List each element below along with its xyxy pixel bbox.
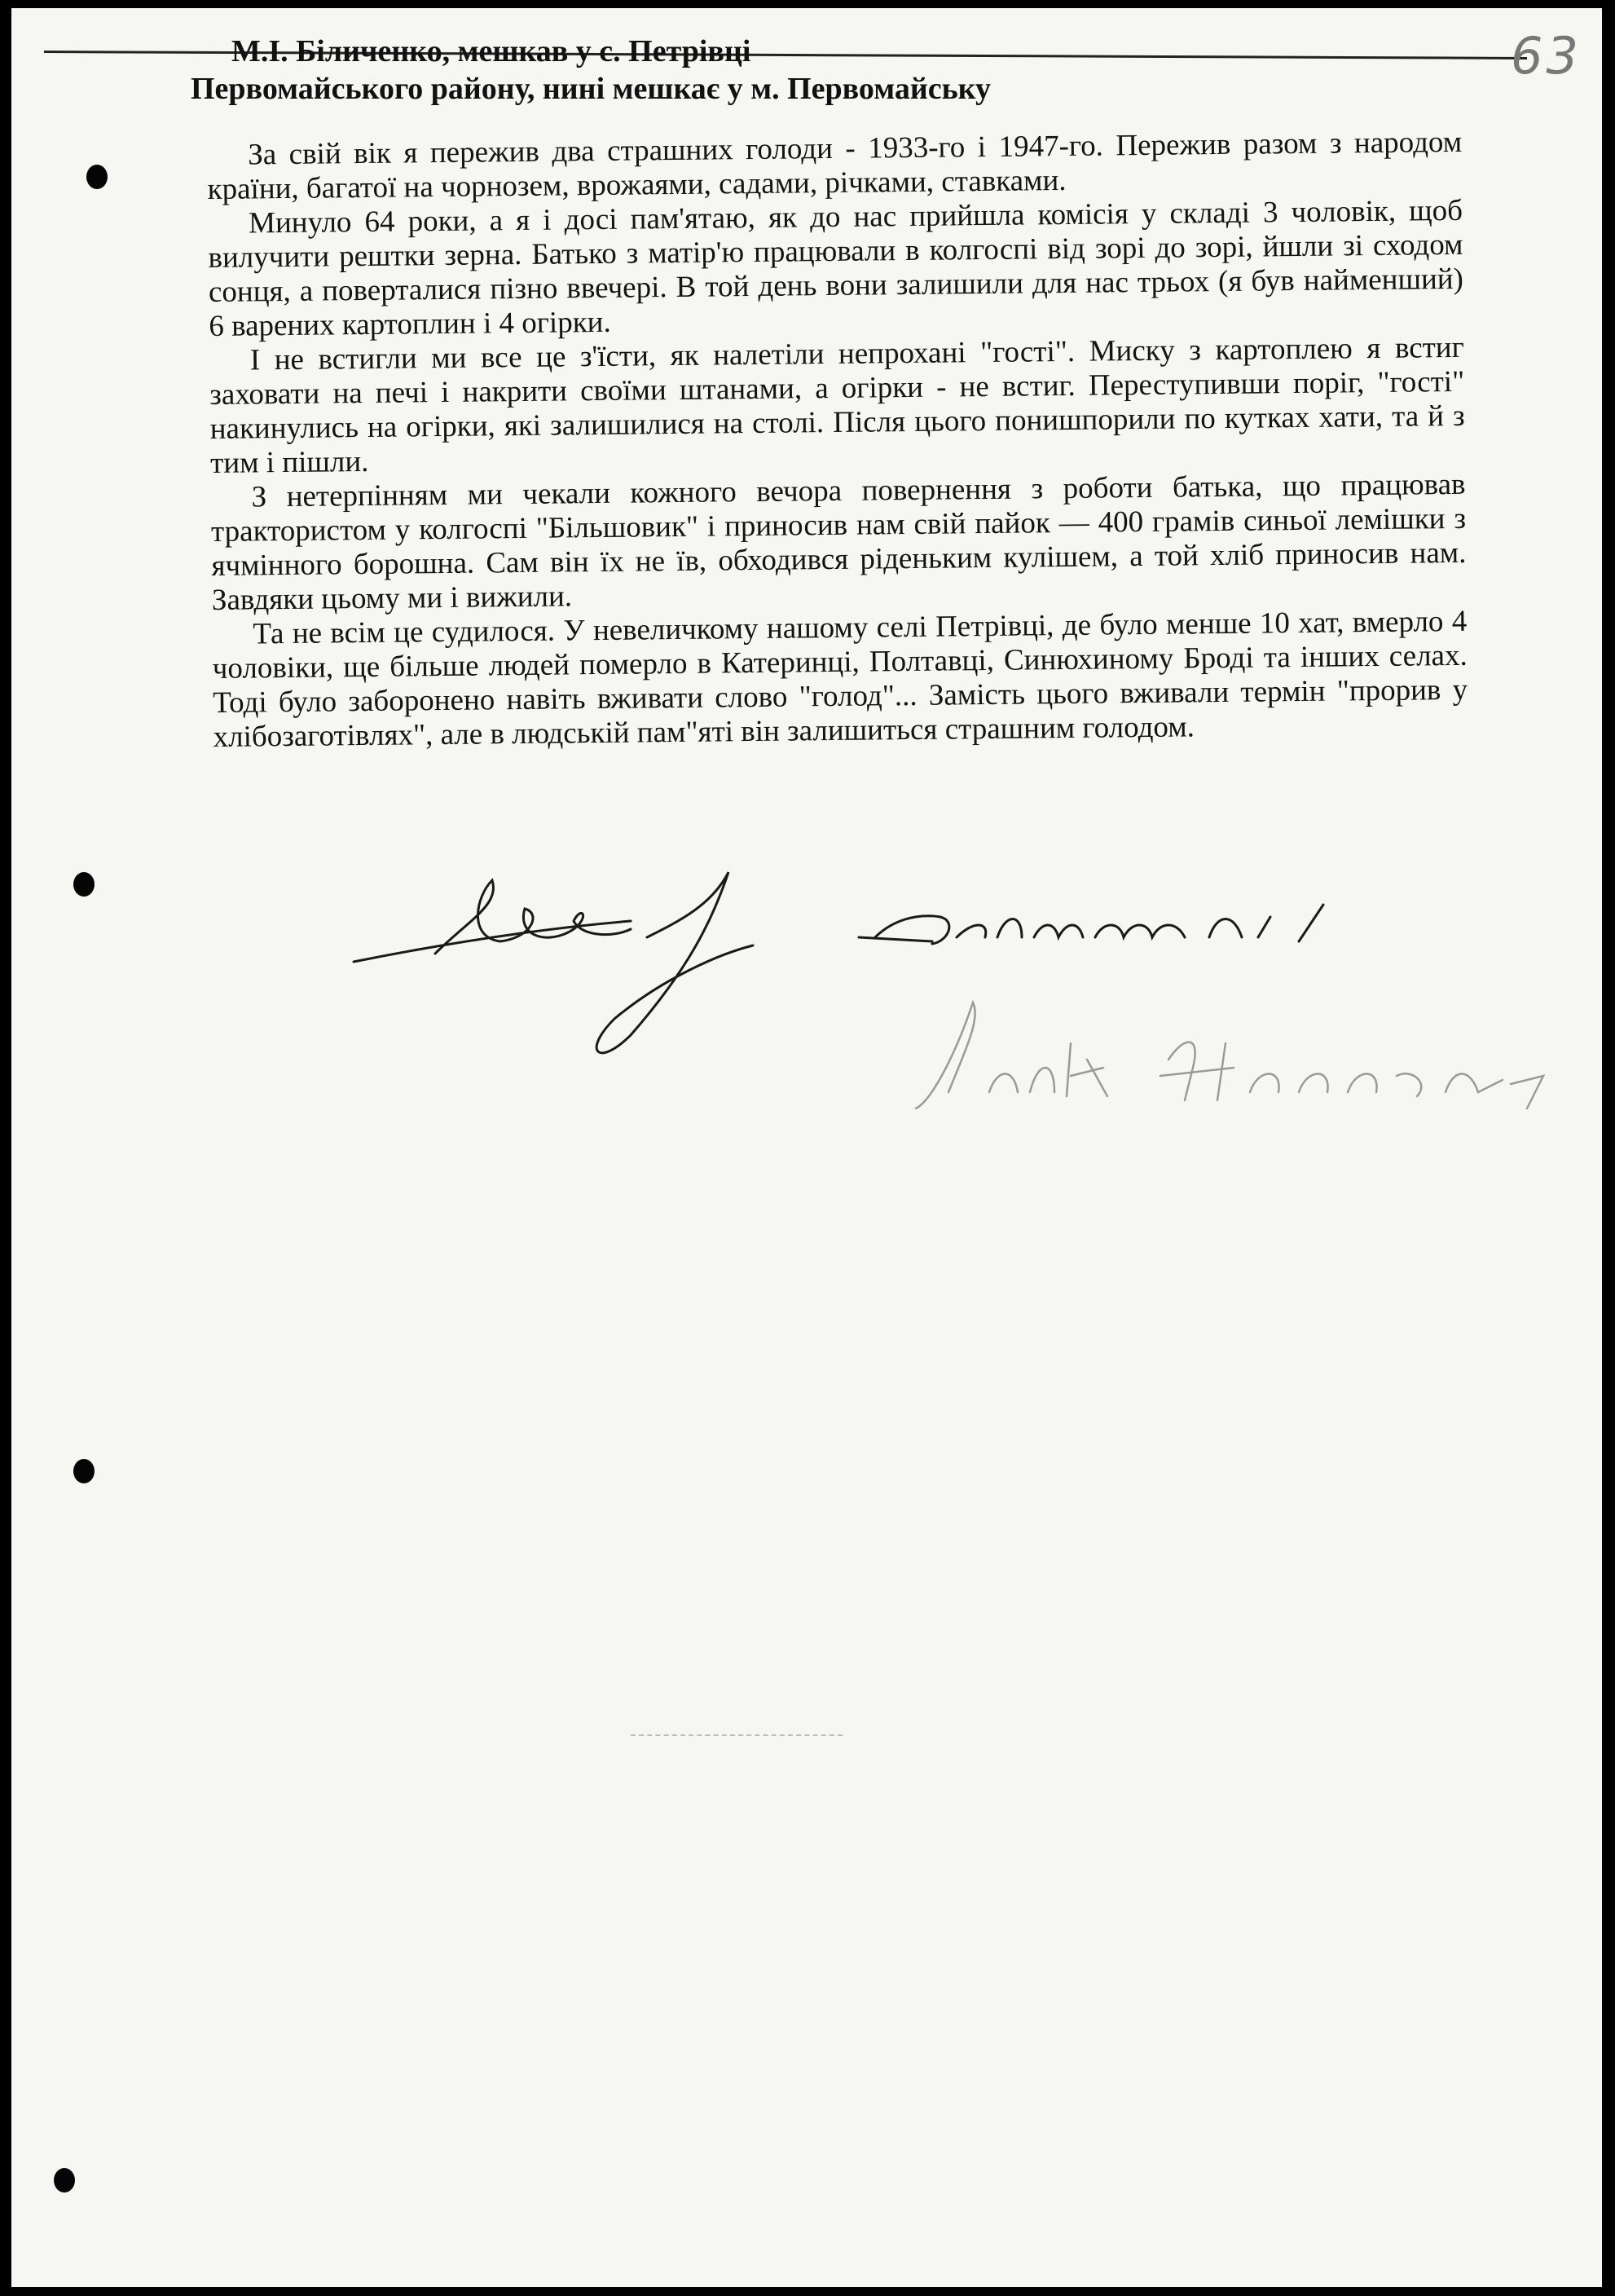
handwritten-name-interviewer: [916, 1003, 1543, 1108]
paragraph: За свій вік я пережив два страшних голоди - 1933-го і 1947-го. Пережив разом з народом країни, багатої на чорнозем, врожаями, садами, річками, ставками.: [207, 125, 1463, 206]
punch-hole: [73, 1459, 95, 1483]
heading-line-2: Первомайського району, нині мешкає у м. Первомайську: [191, 72, 992, 106]
handwritten-name-signer: [859, 905, 1323, 944]
faint-mark: [631, 1734, 843, 1739]
paragraph: Минуло 64 роки, а я і досі пам'ятаю, як до нас прийшла комісія у складі 3 чоловік, щоб вилучити рештки зерна. Батько з матір'ю працювали в колгоспі від зорі до зорі, йшли зі сходом сонця, а поверталися пізно ввечері. В той день вони залишили для нас трьох (я був найменший) 6 варених картоплин і 4 огірки.: [208, 193, 1464, 343]
page-number: 63: [1511, 26, 1582, 86]
paragraph: І не встигли ми все це з'їсти, як налетіли непрохані "гості". Миску з картоплею я встиг заховати на печі і накрити своїми штанами, а огірки - не встиг. Переступивши поріг, "гості" накинулись на огірки, які залишилися на столі. Після цього понишпорили по кутках хати, та й з тим і пішли.: [209, 330, 1465, 480]
heading-line-1: М.І. Біличенко, мешкав у с. Петрівці: [231, 34, 751, 68]
punch-hole: [54, 2168, 75, 2192]
signatures-area: [11, 8, 1602, 1149]
document-page: [11, 8, 1602, 2287]
paragraph: З нетерпінням ми чекали кожного вечора повернення з роботи батька, що працював трактористом у колгоспі "Більшовик" і приносив нам свій пайок — 400 грамів синьої лемішки з ячмінного борошна. Сам він їх не їв, обходився ріденьким кулішем, а той хліб приносив нам. Завдяки цьому ми і вижили.: [210, 467, 1467, 617]
paragraph: Та не всім це судилося. У невеличкому нашому селі Петрівці, де було менше 10 хат, вмерло 4 чоловіки, ще більше людей померло в Катеринці, Полтавці, Синюхиному Броді та інших селах. Тоді було заборонено навіть вживати слово "голод"... Замість цього вживали термін "прорив у хлібозаготівлях", але в людській пам"яті він залишиться страшним голодом.: [212, 604, 1468, 754]
signature-scribble: [354, 872, 753, 1053]
